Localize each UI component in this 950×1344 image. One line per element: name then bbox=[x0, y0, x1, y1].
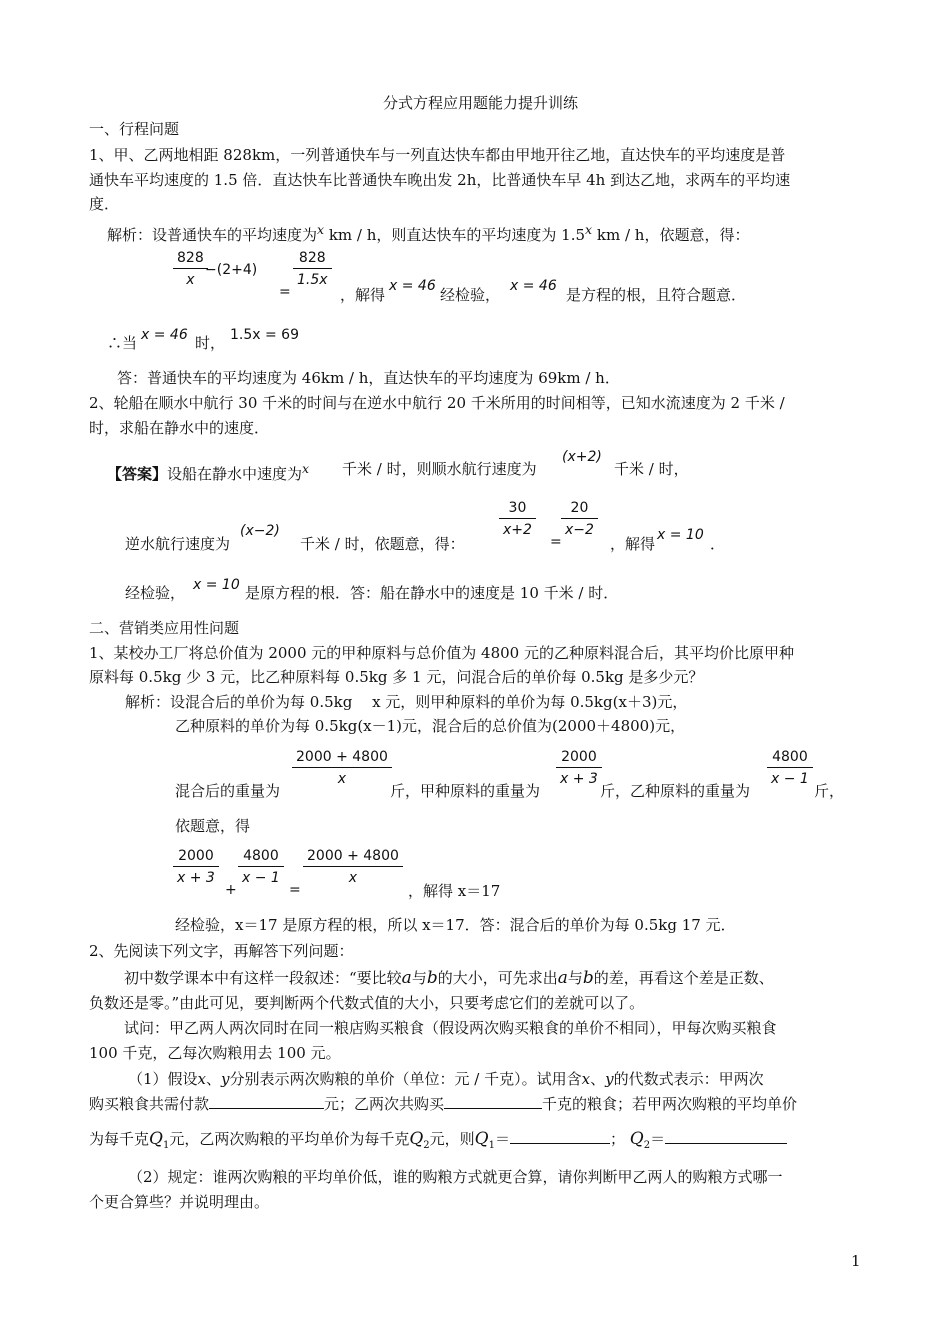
subquestion-text: 千克的粮食；若甲两次购粮的平均单价 bbox=[542, 1095, 798, 1113]
answer-blank-q2[interactable] bbox=[665, 1128, 787, 1144]
solution-text: 斤，乙种原料的重量为 bbox=[600, 782, 751, 800]
subquestion-text: ； bbox=[610, 1130, 626, 1148]
subquestion-text: （1）假设 bbox=[128, 1070, 198, 1088]
fraction-bar bbox=[767, 767, 813, 768]
solution-text: 解析：设混合后的单价为每 0.5kg x 元，则甲种原料的单价为每 0.5kg(x＋3)元， bbox=[125, 693, 688, 711]
fraction-bar bbox=[499, 518, 536, 519]
solution-text: 斤， bbox=[814, 782, 845, 800]
denominator: 1.5x bbox=[297, 272, 328, 288]
solution-line bbox=[107, 219, 749, 246]
subquestion-text: （2）规定：谁两次购粮的平均单价低，谁的购粮方式就更合算，请你判断甲乙两人的购粮方式哪一 bbox=[128, 1168, 783, 1186]
subquestion-text: 元，乙两次购粮的平均单价为每千克 bbox=[169, 1130, 410, 1148]
plus-sign: + bbox=[225, 882, 237, 898]
numerator: 828 bbox=[298, 250, 326, 266]
subscript: 1 bbox=[162, 1140, 170, 1151]
fraction-bar bbox=[173, 866, 219, 867]
question-text: 2、轮船在顺水中航行 30 千米的时间与在逆水中航行 20 千米所用的时间相等，已知水流速度为 2 千米 / bbox=[89, 394, 785, 412]
fraction-bar bbox=[238, 866, 284, 867]
subquestion-text: ＝ bbox=[494, 1130, 510, 1148]
subquestion-text: 为每千克 bbox=[89, 1130, 150, 1148]
subquestion-text: 分别表示两次购粮的单价（单位：元 / 千克）。试用含 bbox=[229, 1070, 582, 1088]
variable-q: Q bbox=[474, 1129, 489, 1149]
answer-text: 千米 / 时，则顺水航行速度为 bbox=[342, 460, 537, 478]
fraction bbox=[238, 848, 284, 886]
numerator: 828 bbox=[177, 250, 204, 266]
solution-text: 经检验，x＝17 是原方程的根，所以 x＝17．答：混合后的单价为每 0.5kg 17 元． bbox=[175, 916, 736, 934]
fraction bbox=[499, 500, 536, 538]
answer-label: 【答案】 bbox=[107, 465, 168, 483]
variable-b: b bbox=[426, 968, 438, 988]
paragraph-text: 的大小，可先求出 bbox=[437, 969, 558, 987]
answer-blank-quantity[interactable] bbox=[444, 1093, 542, 1109]
paragraph-text: 与 bbox=[567, 969, 583, 987]
page-number: 1 bbox=[851, 1252, 861, 1270]
variable-y: y bbox=[221, 1070, 230, 1088]
variable-q: Q bbox=[409, 1129, 424, 1149]
fraction bbox=[293, 250, 332, 288]
paragraph-text: 负数还是零。”由此可见，要判断两个代数式值的大小，只要考虑它们的差就可以了。 bbox=[89, 994, 645, 1012]
paragraph-text: 试问：甲乙两人两次同时在同一粮店购买粮食（假设两次购买粮食的单价不相同），甲每次购买粮食 bbox=[124, 1019, 777, 1037]
paragraph-text: 与 bbox=[411, 969, 427, 987]
subquestion-text: 个更合算些？并说明理由。 bbox=[89, 1193, 270, 1211]
answer-line bbox=[107, 458, 309, 485]
fraction bbox=[767, 749, 813, 787]
expression: −(2+4) bbox=[205, 262, 258, 278]
answer-text: 是原方程的根．答：船在静水中的速度是 10 千米 / 时． bbox=[245, 584, 619, 602]
subquestion-line bbox=[89, 1128, 787, 1157]
solution-text: 依题意，得 bbox=[175, 817, 251, 835]
question-text: 时，求船在静水中的速度． bbox=[89, 419, 270, 437]
solution-text: 经检验， bbox=[440, 286, 501, 304]
answer-text: 答：普通快车的平均速度为 46km / h，直达快车的平均速度为 69km / h． bbox=[117, 369, 620, 387]
variable-x: x bbox=[581, 1070, 591, 1088]
answer-text: 经检验， bbox=[125, 584, 186, 602]
solution-text: ，解得 bbox=[340, 286, 386, 304]
answer-text: 设船在静水中速度为 bbox=[167, 465, 303, 483]
root-expression: x = 46 bbox=[389, 278, 436, 294]
variable-a: a bbox=[401, 968, 412, 988]
answer-text: 千米 / 时， bbox=[614, 460, 689, 478]
paragraph-text: 初中数学课本中有这样一段叙述：“要比较 bbox=[124, 969, 402, 987]
paragraph-text: 的差，再看这个差是正数、 bbox=[593, 969, 774, 987]
section-heading: 二、营销类应用性问题 bbox=[89, 619, 240, 637]
equals-sign: = bbox=[289, 882, 301, 898]
fraction-bar bbox=[173, 268, 208, 269]
root-expression: x = 46 bbox=[510, 278, 557, 294]
question-text: 原料每 0.5kg 少 3 元，比乙种原料每 0.5kg 多 1 元，问混合后的单价每 0.5kg 是多少元？ bbox=[89, 668, 704, 686]
question-text: 度． bbox=[89, 195, 120, 213]
numerator: 2000 bbox=[561, 749, 597, 765]
variable-x: x bbox=[585, 222, 593, 237]
numerator: 2000 bbox=[178, 848, 214, 864]
numerator: 2000 + 4800 bbox=[296, 749, 388, 765]
subquestion-text: 元；乙两次共购买 bbox=[324, 1095, 445, 1113]
denominator: x − 1 bbox=[771, 771, 809, 787]
denominator: x + 3 bbox=[177, 870, 215, 886]
fraction bbox=[173, 250, 208, 288]
subquestion-text: 元，则 bbox=[429, 1130, 475, 1148]
page-title: 分式方程应用题能力提升训练 bbox=[383, 94, 579, 112]
solution-text: ，解得 x＝17 bbox=[408, 882, 501, 900]
answer-text: 千米 / 时，依题意，得： bbox=[300, 535, 465, 553]
variable-q: Q bbox=[149, 1129, 163, 1149]
fraction bbox=[303, 848, 403, 886]
answer-blank-q1[interactable] bbox=[510, 1128, 610, 1144]
fraction bbox=[556, 749, 602, 787]
variable-x: x bbox=[197, 1070, 207, 1088]
fraction bbox=[561, 500, 598, 538]
denominator: x bbox=[348, 870, 358, 886]
numerator: 4800 bbox=[772, 749, 808, 765]
fraction-bar bbox=[561, 518, 598, 519]
question-text: 2、先阅读下列文字，再解答下列问题： bbox=[89, 942, 354, 960]
denominator: x + 3 bbox=[560, 771, 598, 787]
speed-expression: 1.5x = 69 bbox=[230, 327, 299, 343]
subscript: 1 bbox=[488, 1140, 495, 1151]
fraction-bar bbox=[293, 268, 332, 269]
solution-text: km / h，则直达快车的平均速度为 1.5 bbox=[324, 226, 586, 244]
fraction-bar bbox=[303, 866, 403, 867]
subquestion-line bbox=[89, 1093, 797, 1115]
fraction bbox=[292, 749, 392, 787]
root-expression: x = 46 bbox=[141, 327, 188, 343]
answer-text: ． bbox=[710, 535, 726, 553]
variable-y: y bbox=[605, 1070, 614, 1088]
fraction-bar bbox=[292, 767, 392, 768]
fraction-bar bbox=[556, 767, 602, 768]
solution-text: ∴当 bbox=[107, 334, 138, 352]
subquestion-text: 、 bbox=[206, 1070, 222, 1088]
paragraph-line bbox=[124, 967, 774, 989]
solution-text: 解析：设普通快车的平均速度为 bbox=[107, 226, 318, 244]
section-heading: 一、行程问题 bbox=[89, 120, 180, 138]
solution-text: 时， bbox=[195, 334, 226, 352]
solution-text: 是方程的根，且符合题意． bbox=[566, 286, 747, 304]
answer-text: ，解得 bbox=[610, 535, 656, 553]
denominator: x bbox=[337, 771, 347, 787]
variable-a: a bbox=[557, 968, 568, 988]
question-text: 1、甲、乙两地相距 828km，一列普通快车与一列直达快车都由甲地开往乙地，直达快车的平均速度是普 bbox=[89, 146, 786, 164]
answer-text: 逆水航行速度为 bbox=[125, 535, 231, 553]
numerator: 20 bbox=[570, 500, 589, 516]
numerator: 30 bbox=[508, 500, 527, 516]
answer-blank-payment[interactable] bbox=[209, 1093, 324, 1109]
expression: (x+2) bbox=[562, 449, 602, 465]
solution-text: 斤，甲种原料的重量为 bbox=[390, 782, 541, 800]
subquestion-text: ＝ bbox=[650, 1130, 666, 1148]
subscript: 2 bbox=[643, 1140, 651, 1151]
denominator: x−2 bbox=[565, 522, 594, 538]
variable-x: x bbox=[302, 461, 310, 476]
subscript: 2 bbox=[423, 1140, 430, 1151]
subquestion-line bbox=[128, 1068, 764, 1090]
variable-b: b bbox=[582, 968, 594, 988]
solution-text: km / h，依题意，得： bbox=[592, 226, 750, 244]
denominator: x − 1 bbox=[242, 870, 280, 886]
solution-text: 乙种原料的单价为每 0.5kg(x－1)元，混合后的总价值为(2000＋4800)元， bbox=[175, 717, 686, 735]
expression: (x−2) bbox=[240, 523, 280, 539]
subquestion-text: 、 bbox=[590, 1070, 606, 1088]
paragraph-text: 100 千克，乙每次购粮用去 100 元。 bbox=[89, 1044, 341, 1062]
equals-sign: = bbox=[279, 284, 291, 300]
fraction bbox=[173, 848, 219, 886]
root-expression: x = 10 bbox=[193, 577, 240, 593]
question-text: 通快车平均速度的 1.5 倍．直达快车比普通快车晚出发 2h，比普通快车早 4h 到达乙地，求两车的平均速 bbox=[89, 171, 791, 189]
numerator: 2000 + 4800 bbox=[307, 848, 399, 864]
denominator: x+2 bbox=[503, 522, 532, 538]
variable-q: Q bbox=[629, 1129, 644, 1149]
solution-text: 混合后的重量为 bbox=[175, 782, 281, 800]
numerator: 4800 bbox=[243, 848, 279, 864]
equals-sign: = bbox=[550, 534, 562, 550]
question-text: 1、某校办工厂将总价值为 2000 元的甲种原料与总价值为 4800 元的乙种原料混合后，其平均价比原甲种 bbox=[89, 644, 794, 662]
subquestion-text: 的代数式表示：甲两次 bbox=[613, 1070, 764, 1088]
root-expression: x = 10 bbox=[657, 527, 704, 543]
subquestion-text: 购买粮食共需付款 bbox=[89, 1095, 210, 1113]
denominator: x bbox=[186, 272, 195, 288]
variable-x: x bbox=[317, 222, 325, 237]
